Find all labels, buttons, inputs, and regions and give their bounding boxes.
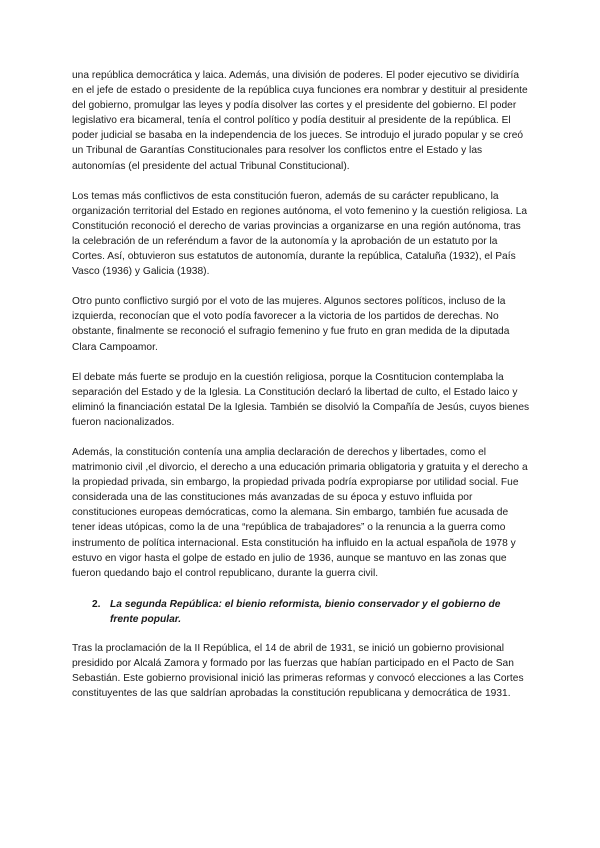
section-title: La segunda República: el bienio reformista, bienio conservador y el gobierno de frente popular. bbox=[110, 598, 501, 625]
paragraph-powers: una república democrática y laica. Además, una división de poderes. El poder ejecutivo se dividiría en el jefe de estado o presidente de la república cuya funciones era nombrar y destituir al presidente del gobierno, promulgar las leyes y podía disolver las cortes y el presidente del gobierno. El poder legislativo era bicameral, tenía el control político y podía destituir al presidente de la república. El poder judicial se basaba en la independencia de los jueces. Se introdujo el jurado popular y se creó un Tribunal de Garantías Constitucionales para resolver los conflictos entre el Estado y las autonomías (el presidente del actual Tribunal Constitucional). bbox=[72, 70, 528, 172]
section-number: 2. bbox=[92, 598, 101, 610]
paragraph-conflicts: Los temas más conflictivos de esta constitución fueron, además de su carácter republicano, la organización territorial del Estado en regiones autónoma, el voto femenino y la cuestión religiosa. La Constitución reconoció el derecho de varias provincias a organizarse en una región autónoma, tras la celebración de un referéndum a favor de la autonomía y la aprobación de un estatuto por la Cortes. Así, obtuvieron sus estatutos de autonomía, durante la república, Cataluña (1932), el País Vasco (1936) y Galicia (1938). bbox=[72, 190, 528, 278]
paragraph-provisional-government: Tras la proclamación de la II República, el 14 de abril de 1931, se inició un gobierno provisional presidido por Alcalá Zamora y formado por las fuerzas que habían participado en el Pacto de San Sebastián. Este gobierno provisional inició las primeras reformas y convocó elecciones a las Cortes constituyentes de las que saldrían aprobadas la constitución republicana y democrática de 1931. bbox=[72, 643, 524, 700]
section-heading bbox=[72, 597, 530, 627]
paragraph-women-vote: Otro punto conflictivo surgió por el voto de las mujeres. Algunos sectores políticos, incluso de la izquierda, reconocían que el voto podía favorecer a la victoria de los partidos de derechas. No obstante, finalmente se reconoció el sufragio femenino y fue fruto en gran medida de la diputada Clara Campoamor. bbox=[72, 296, 510, 353]
paragraph-rights: Además, la constitución contenía una amplia declaración de derechos y libertades, como el matrimonio civil ,el divorcio, el derecho a una educación primaria obligatoria y gratuita y el derecho a la propiedad privada, sin embargo, la propiedad privada podría expropiarse por utilidad social. Fue considerada una de las constituciones más avanzadas de su época y estuvo influida por constituciones europeas demócraticas, como la alemana. Sin embargo, también fue acusada de tener ideas utópicas, como la de una “república de trabajadores” o la renuncia a la guerra como instrumento de política internacional. Esta constitución ha influido en la actual española de 1978 y estuvo en vigor hasta el golpe de estado en julio de 1936, aunque se mantuvo en las zonas que fueron quedando bajo el control republicano, durante la guerra civil. bbox=[72, 446, 528, 579]
document-body bbox=[72, 68, 530, 716]
paragraph-religion: El debate más fuerte se produjo en la cuestión religiosa, porque la Cosntitucion contemplaba la separación del Estado y de la Iglesia. La Constitución declaró la libertad de culto, el Estado laico y eliminó la financiación estatal De la Iglesia. También se disolvió la Compañía de Jesús, cuyos bienes fueron nacionalizados. bbox=[72, 371, 530, 428]
